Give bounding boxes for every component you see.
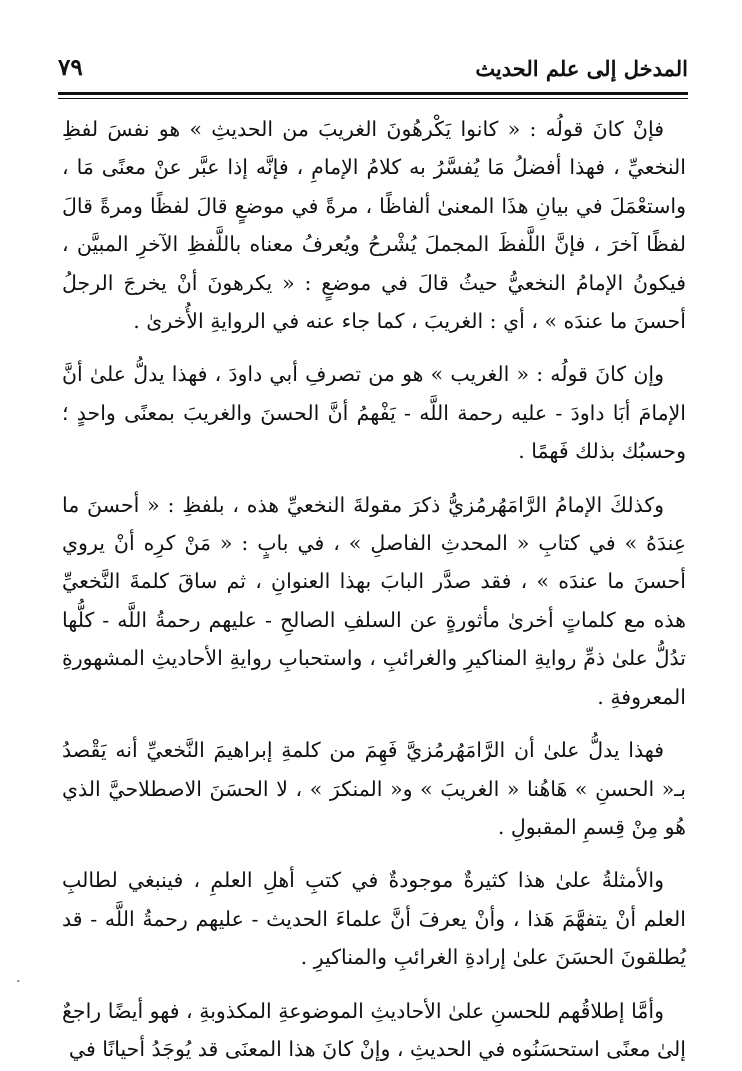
paragraph: وكذلكَ الإمامُ الرَّامَهُرمُزيُّ ذكرَ مقولةَ النخعيِّ هذه ، بلفظِ : « أحسنَ ما عِندَهُ » في كتابِ « المحدثِ الفاصلِ » ، في بابٍ : « مَنْ كرِه أنْ يروي أحسنَ ما عندَه » ، فقد صدَّر البابَ بهذا العنوانِ ، ثم ساقَ كلمةَ النَّخعيِّ هذه مع كلماتٍ أخرىٰ مأثورةٍ عن السلفِ الصالحِ - عليهم رحمةُ اللَّه - كلُّها تدُلُّ علىٰ ذمِّ روايةِ المناكيرِ والغرائبِ ، واستحبابِ روايةِ الأحاديثِ المشهورةِ المعروفةِ . [62,492,686,709]
running-title: المدخل إلى علم الحديث [475,56,688,81]
margin-mark: . [16,970,21,986]
main-text [62,110,686,1068]
header-rule-thick [58,92,688,95]
page-header [58,52,688,88]
paragraph: فإنْ كانَ قولُه : « كانوا يَكْرهُونَ الغريبَ من الحديثِ » هو نفسَ لفظِ النخعيِّ ، فهذا أفضلُ مَا يُفسَّرُ به كلامُ الإمامِ ، فإنَّه إذا عبَّر عنْ معنًى مَا ، واستعْمَلَ في بيانِ هذَا المعنىٰ ألفاظًا ، مرةً في موضعٍ قالَ لفظًا ومرةً قالَ لفظًا آخرَ ، فإنَّ اللَّفظَ المجملَ يُشْرحُ ويُعرفُ معناه باللَّفظِ الآخرِ المبيَّن ، فيكونُ الإمامُ النخعيُّ حيثُ قالَ في موضعٍ : « يكرهونَ أنْ يخرجَ الرجلُ أحسنَ ما عندَه » ، أي : الغريبَ ، كما جاء عنه في الروايةِ الأُخرىٰ . [62,117,686,334]
page-number: ٧٩ [58,54,83,81]
paragraph: فهذا يدلُّ علىٰ أن الرَّامَهُرمُزيَّ فَهِمَ من كلمةِ إبراهيمَ النَّخعيِّ أنه يَقْصدُ بـ« الحسنِ » هَاهُنا « الغريبَ » و« المنكرَ » ، لا الحسَنَ الاصطلاحيَّ الذي هُو مِنْ قِسمِ المقبولِ . [62,738,686,839]
paragraph: والأمثلةُ علىٰ هذا كثيرةٌ موجودةٌ في كتبِ أهلِ العلمِ ، فينبغي لطالبِ العلم أنْ يتفهَّمَ هَذا ، وأنْ يعرفَ أنَّ علماءَ الحديث - عليهم رحمةُ اللَّه - قد يُطلقونَ الحسَنَ علىٰ إرادةِ الغرائبِ والمناكيرِ . [62,868,686,970]
paragraph: وأمَّا إطلاقُهم للحسنِ علىٰ الأحاديثِ الموضوعةِ المكذوبةِ ، فهو أيضًا راجعٌ إلىٰ معنًى استحسَنُوه في الحديثِ ، وإنْ كانَ هذا المعنَى قد يُوجَدُ أحيانًا في [62,998,686,1061]
header-rule-thin [58,98,688,99]
paragraph: وإن كانَ قولُه : « الغريب » هو من تصرفِ أبي داودَ ، فهذا يدلُّ علىٰ أنَّ الإمامَ أبَا داودَ - عليه رحمة اللَّه - يَفْهمُ أنَّ الحسنَ والغريبَ بمعنًى واحدٍ ؛ وحسبُك بذلك فَهمًا . [62,362,686,464]
